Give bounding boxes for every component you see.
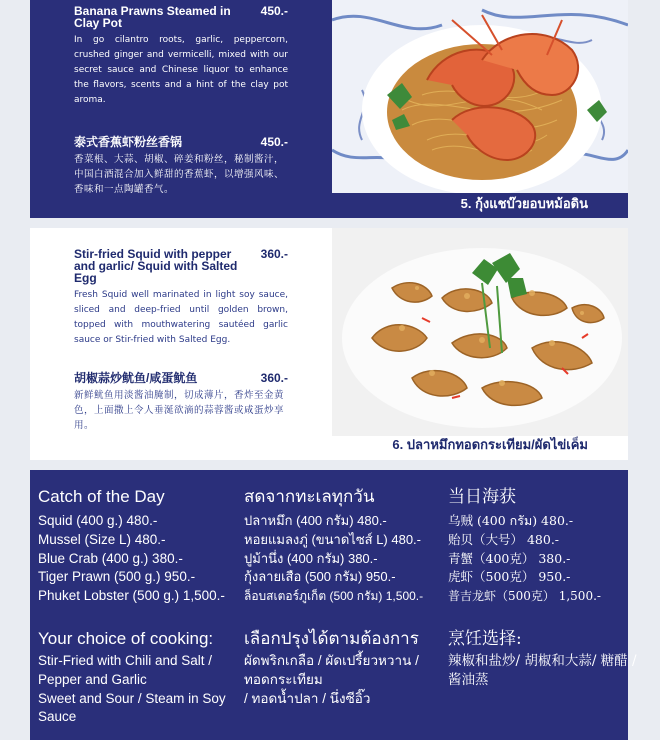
cooking-choice-title-cn: 烹饪选择: [448, 628, 522, 649]
dish-5-description-cn: 香菜根、大蒜、胡椒、碎姜和粉丝，秘制酱汁，中国白酒混合加入鲜甜的香蕉虾，以增强风味、香味和一点陶罐香气。 [74, 154, 285, 195]
catch-of-the-day-card [30, 470, 637, 740]
catch-item-th: หอยแมลงภู่ (ขนาดไซส์ L) 480.- [244, 531, 421, 547]
dish-5-price-en: 450.- [260, 4, 288, 18]
catch-item-th: ล็อบสเตอร์ภูเก็ต (500 กรัม) 1,500.- [244, 589, 424, 604]
dish-5-name-cn: 泰式香蕉虾粉丝香锅 [74, 135, 183, 149]
catch-title-en: Catch of the Day [38, 487, 165, 506]
dish-5-caption: 5. กุ้งแชบ๊วยอบหม้อดิน [460, 196, 588, 211]
dish-5-name-en: Banana Prawns Steamed in Clay Pot [74, 4, 231, 30]
dish-6-header-cn [74, 372, 288, 384]
dish-6-price-en: 360.- [260, 247, 288, 261]
dish-6-header-en [74, 248, 288, 284]
catch-column-en [38, 486, 234, 727]
dish-6-card [30, 228, 628, 460]
dish-6-name-cn: 胡椒蒜炒鱿鱼/咸蛋鱿鱼 [74, 371, 198, 385]
dish-5-card [30, 0, 628, 218]
dish-5-header-cn [74, 136, 288, 148]
catch-item-cn: 贻贝（大号） 480.- [448, 531, 560, 547]
catch-item-en: Tiger Prawn (500 g.) 950.- [38, 569, 196, 585]
dish-6-description-en: Fresh Squid well marinated in light soy sauce, sliced and deep-fried until golden brown, topped with mouthwatering sautéed garlic sauce or Stir-fried with Salted Egg. [74, 290, 288, 345]
catch-title-cn: 当日海获 [448, 487, 516, 507]
dish-5-text [74, 5, 288, 197]
dish-6-description-cn: 新鲜鱿鱼用淡酱油腌制，切成薄片，香炸至金黄色，上面撒上令人垂涎欲滴的蒜蓉酱或咸蛋炒享用。 [74, 390, 285, 431]
catch-item-en: Blue Crab (400 g.) 380.- [38, 550, 183, 566]
dish-6-name-en: Stir-fried Squid with pepper and garlic/ Squid with Salted Egg [74, 247, 238, 285]
dish-5-description-en: In go cilantro roots, garlic, peppercorn, crushed ginger and vermicelli, mixed with our secret sauce and Chinese liquor to enhance the flavors, scents and a hint of the clay pot aroma. [74, 35, 288, 105]
cooking-choice-text-th: ผัดพริกเกลือ / ผัดเปรี้ยวหวาน / ทอดกระเทียม / ทอดน้ำปลา / นึ่งซีอิ๊ว [244, 652, 419, 706]
fried-squid-illustration [332, 228, 628, 436]
dish-5-price-cn: 450.- [260, 135, 288, 149]
catch-item-th: กุ้งลายเสือ (500 กรัม) 950.- [244, 569, 396, 585]
cooking-choice-title-th: เลือกปรุงได้ตามต้องการ [244, 628, 419, 648]
fried-squid-photo [332, 228, 628, 436]
catch-item-cn: 乌贼 (400 กรัม) 480.- [448, 513, 574, 528]
catch-item-cn: 普吉龙虾（500克） 1,500.- [448, 589, 601, 604]
catch-column-th [244, 486, 440, 708]
dish-5-header-en [74, 5, 288, 29]
dish-6-price-cn: 360.- [260, 371, 288, 385]
cooking-choice-text-en: Stir-Fried with Chili and Salt / Pepper and Garlic Sweet and Sour / Steam in Soy Sauce [38, 652, 226, 725]
catch-item-en: Mussel (Size L) 480.- [38, 531, 166, 547]
catch-item-en: Squid (400 g.) 480.- [38, 513, 158, 528]
catch-item-en: Phuket Lobster (500 g.) 1,500.- [38, 588, 225, 604]
catch-item-cn: 虎虾（500克） 950.- [448, 569, 571, 585]
catch-item-th: ปลาหมึก (400 กรัม) 480.- [244, 513, 387, 528]
catch-item-th: ปูม้านึ่ง (400 กรัม) 380.- [244, 550, 378, 566]
dish-6-caption: 6. ปลาหมึกทอดกระเทียม/ผัดไข่เค็ม [392, 437, 588, 452]
cooking-choice-title-en: Your choice of cooking: [38, 628, 214, 648]
catch-item-cn: 青蟹（400克） 380.- [448, 550, 571, 566]
catch-column-cn [448, 486, 644, 690]
clay-pot-prawns-illustration [332, 0, 628, 193]
cooking-choice-text-cn: 辣椒和盐炒/ 胡椒和大蒜/ 糖醋 / 酱油蒸 [448, 652, 637, 688]
catch-title-th: สดจากทะเลทุกวัน [244, 487, 375, 506]
dish-6-text [74, 248, 288, 433]
clay-pot-prawns-photo [332, 0, 628, 193]
